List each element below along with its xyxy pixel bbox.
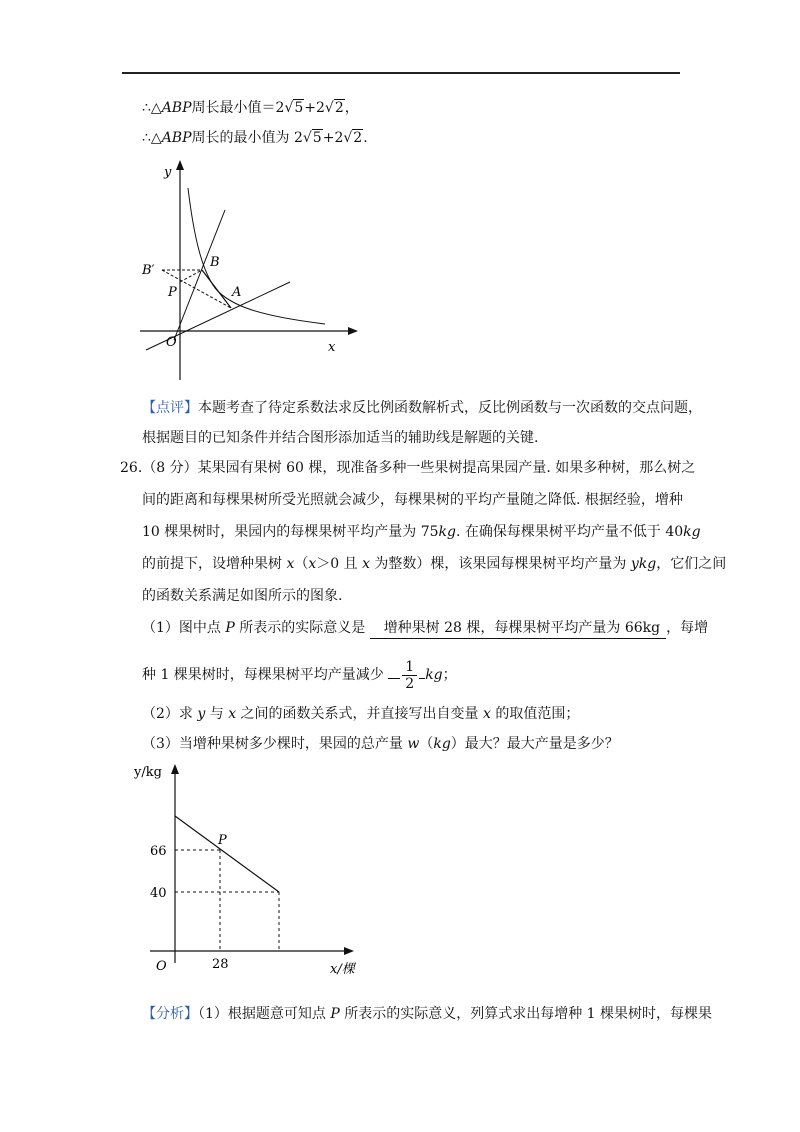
- graph2-tick-28: 28: [212, 957, 229, 972]
- question-1-line-1: （1）图中点 P 所表示的实际意义是 增种果树 28 棵，每棵果树平均产量为 66kg ，每增: [142, 618, 708, 639]
- graph1-line-OB: [174, 210, 225, 340]
- problem26-line-1: 26.（8 分）某果园有果树 60 棵，现准备多种一些果树提高果园产量. 如果多种树，那么树之: [120, 460, 696, 476]
- graph1-label-Bprime: B′: [142, 263, 155, 278]
- question-1-line-2: 种 1 棵果树时，每棵果树平均产量减少 $\frac{1}{2}$ kg；: [142, 658, 457, 692]
- graph2-label-y-axis: y/kg: [134, 765, 162, 780]
- graph1-label-A: A: [232, 285, 242, 300]
- graph1-hyperbola: [188, 188, 325, 324]
- graph1-x-arrow: [348, 327, 358, 335]
- comment-tag: 【点评】: [142, 400, 198, 416]
- comment-line-2: 根据题目的已知条件并结合图形添加适当的辅助线是解题的关键.: [142, 430, 539, 446]
- sqrt-2b: √2: [343, 130, 363, 146]
- graph1-label-y: y: [164, 165, 172, 180]
- graph2-tick-66: 66: [150, 844, 167, 859]
- comment-line-1: 【点评】本题考查了待定系数法求反比例函数解析式，反比例函数与一次函数的交点问题，: [142, 400, 702, 416]
- graph1-y-arrow: [176, 160, 184, 170]
- header-rule: [122, 72, 680, 74]
- graph2-label-P: P: [218, 833, 227, 848]
- graph2-label-O: O: [156, 959, 167, 974]
- sqrt-5: √5: [284, 100, 304, 116]
- problem26-line-3: 10 棵果树时，果园内的每棵果树平均产量为 75kg. 在确保每棵果树平均产量不低于 40kg: [142, 524, 701, 540]
- graph1-segment-BA: [202, 270, 231, 308]
- analysis-line: 【分析】（1）根据题意可知点 P 所表示的实际意义，列算式求出每增种 1 棵果树时，每棵果: [142, 1006, 713, 1022]
- graph1-label-B: B: [210, 255, 220, 270]
- graph1-label-P: P: [168, 285, 177, 300]
- graph1-label-x: x: [328, 340, 336, 355]
- graph2-tick-40: 40: [150, 886, 167, 901]
- problem-number: 26.: [120, 460, 143, 476]
- graph2-y-arrow: [171, 764, 179, 774]
- sqrt-5b: √5: [302, 130, 322, 146]
- graph2-label-x-axis: x/棵: [330, 962, 355, 977]
- conclusion-line-1: ∴△ABP周长最小值＝2√5+2√2，: [142, 100, 359, 116]
- problem26-line-5: 的函数关系满足如图所示的图象.: [142, 588, 343, 604]
- problem26-line-4: 的前提下，设增种果树 x（x＞0 且 x 为整数）棵，该果园每棵果树平均产量为 ykg，它们之间: [142, 556, 727, 572]
- question-3: （3）当增种果树多少棵时，果园的总产量 w（kg）最大？最大产量是多少？: [142, 736, 619, 752]
- graph-reciprocal: [130, 158, 370, 388]
- graph2-function-line: [175, 816, 279, 892]
- q1-fraction: $\frac{1}{2}$: [402, 659, 417, 692]
- problem26-line-2: 间的距离和每棵果树所受光照就会减少，每棵果树的平均产量随之降低. 根据经验，增种: [142, 492, 683, 508]
- conclusion-line-2: ∴△ABP周长的最小值为 2√5+2√2.: [142, 130, 368, 146]
- graph1-label-O: O: [166, 335, 177, 350]
- sqrt-2: √2: [324, 100, 344, 116]
- q1-answer-blank: 增种果树 28 棵，每棵果树平均产量为 66kg: [370, 618, 666, 639]
- question-2: （2）求 y 与 x 之间的函数关系式，并直接写出自变量 x 的取值范围；: [142, 706, 580, 722]
- analysis-tag: 【分析】: [142, 1006, 198, 1022]
- graph2-x-arrow: [344, 947, 354, 955]
- graph-linear: [130, 758, 380, 988]
